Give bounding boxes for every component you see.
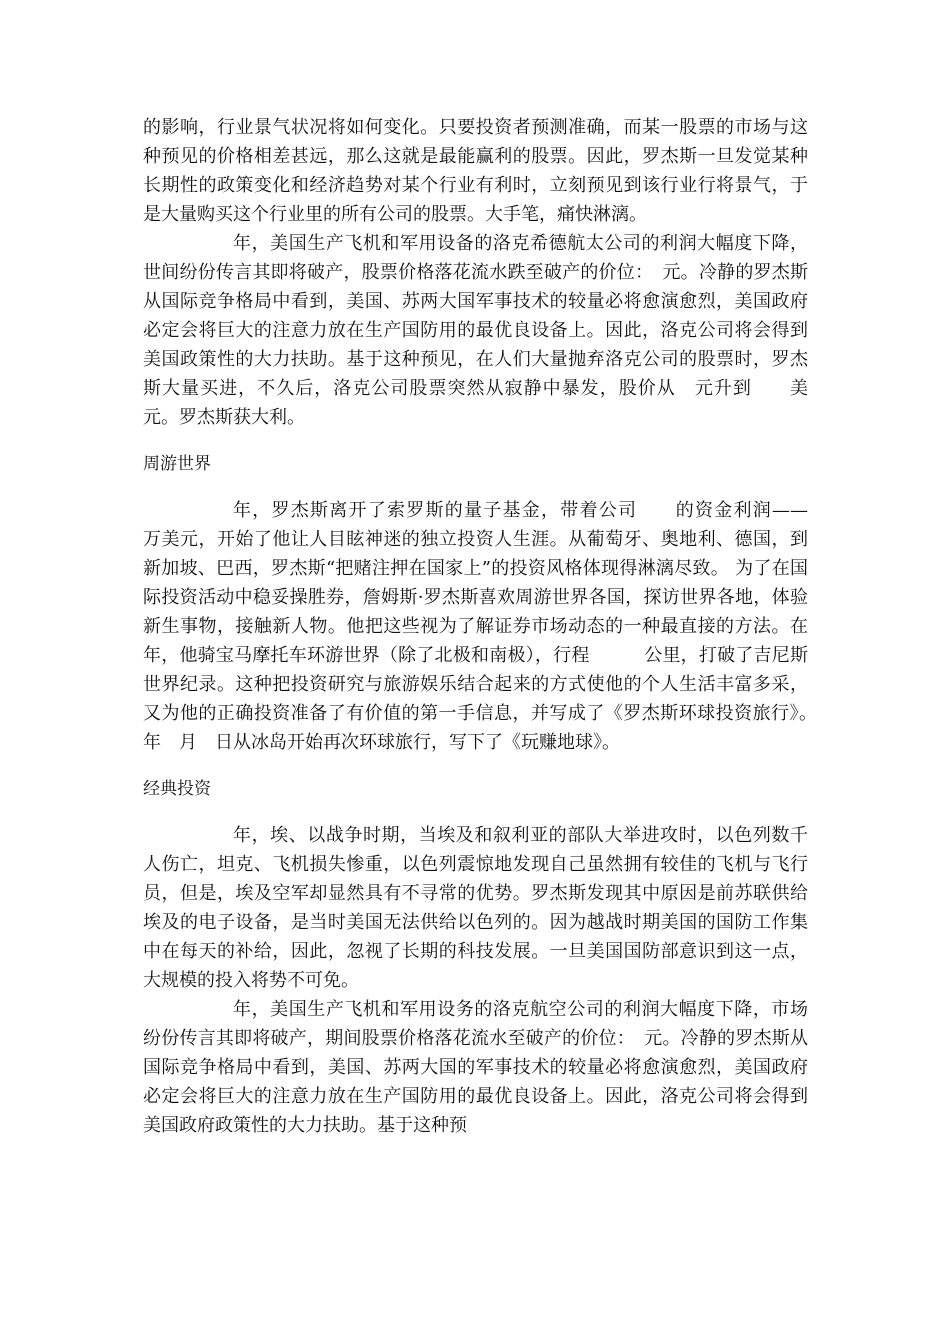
paragraph-lockheed-repeat: 年，美国生产飞机和军用设务的洛克航空公司的利润大幅度下降，市场纷份传言其即将破产，期间股票价格落花流水至破产的价位： 元。冷静的罗杰斯从国际竞争格局中看到，美国、苏两大国的军事技术的较量必将愈演愈烈，美国政府必定会将巨大的注意力放在生产国防用的最优良设备上。因此，洛克公司将会得到美国政府政策性的大力扶助。基于这种预 [143, 999, 808, 1136]
document-body [143, 113, 844, 1140]
section-heading-classic-investment: 经典投资 [143, 779, 211, 799]
paragraph-intro: 的影响，行业景气状况将如何变化。只要投资者预测准确，而某一股票的市场与这种预见的价格相差甚远，那么这就是最能赢利的股票。因此，罗杰斯一旦发觉某种长期性的政策变化和经济趋势对某个行业有利时，立刻预见到该行业行将景气，于是大量购买这个行业里的所有公司的股票。大手笔，痛快淋漓。 [143, 117, 808, 225]
section-heading-travel: 周游世界 [143, 454, 211, 474]
paragraph-lockheed: 年，美国生产飞机和军用设备的洛克希德航太公司的利润大幅度下降，世间纷份传言其即将破产，股票价格落花流水跌至破产的价位： 元。冷静的罗杰斯从国际竞争格局中看到，美国、苏两大国军事技术的较量必将愈演愈烈，美国政府必定会将巨大的注意力放在生产国防用的最优良设备上。因此，洛克公司将会得到美国政策性的大力扶助。基于这种预见，在人们大量抛弃洛克公司的股票时，罗杰斯大量买进，不久后，洛克公司股票突然从寂静中暴发，股价从 元升到 美元。罗杰斯获大利。 [143, 233, 808, 428]
paragraph-war: 年，埃、以战争时期，当埃及和叙利亚的部队大举进攻时，以色列数千人伤亡，坦克、飞机损失惨重，以色列震惊地发现自己虽然拥有较佳的飞机与飞行员，但是，埃及空军却显然具有不寻常的优势。罗杰斯发现其中原因是前苏联供给埃及的电子设备，是当时美国无法供给以色列的。因为越战时期美国的国防工作集中在每天的补给，因此，忽视了长期的科技发展。一旦美国国防部意识到这一点，大规模的投入将势不可免。 [143, 825, 808, 991]
paragraph-travel: 年，罗杰斯离开了索罗斯的量子基金，带着公司 的资金利润—— 万美元，开始了他让人目眩神迷的独立投资人生涯。从葡萄牙、奥地利、德国，到新加坡、巴西，罗杰斯“把赌注押在国家上”的投资风格体现得淋漓尽致。 为了在国际投资活动中稳妥操胜券，詹姆斯·罗杰斯喜欢周游世界各国，探访世界各地，体验新生事物，接触新人物。他把这些视为了解证券市场动态的一种最直接的方法。在 年，他骑宝马摩托车环游世界（除了北极和南极），行程 公里，打破了吉尼斯世界纪录。这种把投资研究与旅游娱乐结合起来的方式使他的个人生活丰富多采，又为他的正确投资准备了有价值的第一手信息，并写成了《罗杰斯环球投资旅行》。 年 月 日从冰岛开始再次环球旅行，写下了《玩赚地球》。 [143, 500, 844, 753]
